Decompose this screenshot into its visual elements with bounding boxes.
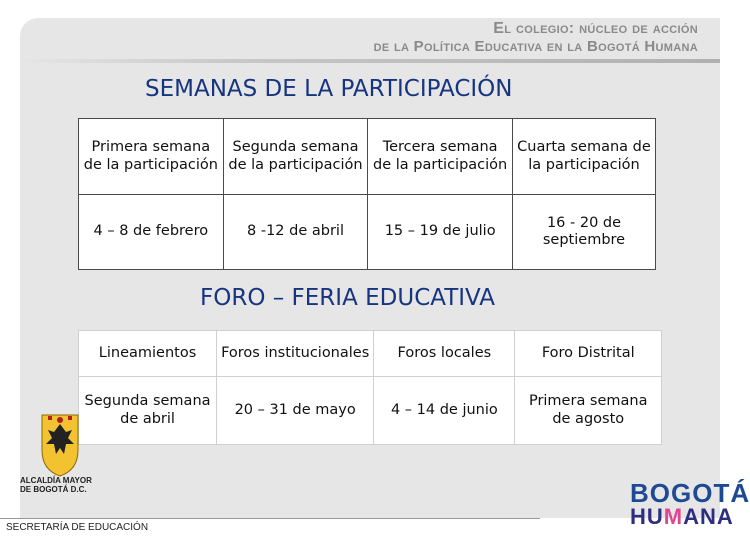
table-row	[79, 119, 656, 195]
table-cell: 16 - 20 de septiembre	[512, 195, 655, 270]
table-header-cell: Segunda semana de la participación	[223, 119, 368, 195]
table-row	[79, 377, 662, 445]
table-cell: 15 – 19 de julio	[368, 195, 513, 270]
table-header-cell: Foros locales	[374, 331, 515, 377]
table-header-cell: Foro Distrital	[515, 331, 662, 377]
participation-weeks-title: SEMANAS DE LA PARTICIPACIÓN	[145, 76, 513, 102]
brand-bottom-a: HU	[630, 504, 664, 529]
bogota-humana-logo	[630, 480, 750, 528]
forum-fair-title: FORO – FERIA EDUCATIVA	[200, 285, 496, 311]
brand-top: BOGOTÁ	[630, 478, 750, 508]
header-divider	[20, 59, 720, 63]
table-cell: 4 – 14 de junio	[374, 377, 515, 445]
table-cell: 4 – 8 de febrero	[79, 195, 224, 270]
table-header-cell: Primera semana de la participación	[79, 119, 224, 195]
table-cell: 20 – 31 de mayo	[217, 377, 374, 445]
alcaldia-line-1: ALCALDÍA MAYOR	[20, 476, 92, 485]
table-header-cell: Foros institucionales	[217, 331, 374, 377]
participation-weeks-table	[78, 118, 656, 270]
table-row	[79, 331, 662, 377]
table-row	[79, 195, 656, 270]
forum-fair-table	[78, 330, 662, 445]
header-title-line-1: El colegio: núcleo de acción	[493, 20, 698, 37]
alcaldia-logo-text	[20, 476, 110, 494]
brand-bottom	[630, 506, 750, 528]
table-cell: Segunda semana de abril	[79, 377, 217, 445]
footer-divider	[0, 518, 540, 519]
table-cell: Primera semana de agosto	[515, 377, 662, 445]
table-header-cell: Tercera semana de la participación	[368, 119, 513, 195]
header-title-line-2: de la Política Educativa en la Bogotá Humana	[373, 38, 698, 55]
table-header-cell: Cuarta semana de la participación	[512, 119, 655, 195]
footer-secretaria: SECRETARÍA DE EDUCACIÓN	[6, 522, 149, 533]
brand-bottom-c: ANA	[683, 504, 734, 529]
table-header-cell: Lineamientos	[79, 331, 217, 377]
alcaldia-line-2: DE BOGOTÁ D.C.	[20, 485, 87, 495]
table-cell: 8 -12 de abril	[223, 195, 368, 270]
brand-bottom-b: M	[663, 504, 684, 529]
